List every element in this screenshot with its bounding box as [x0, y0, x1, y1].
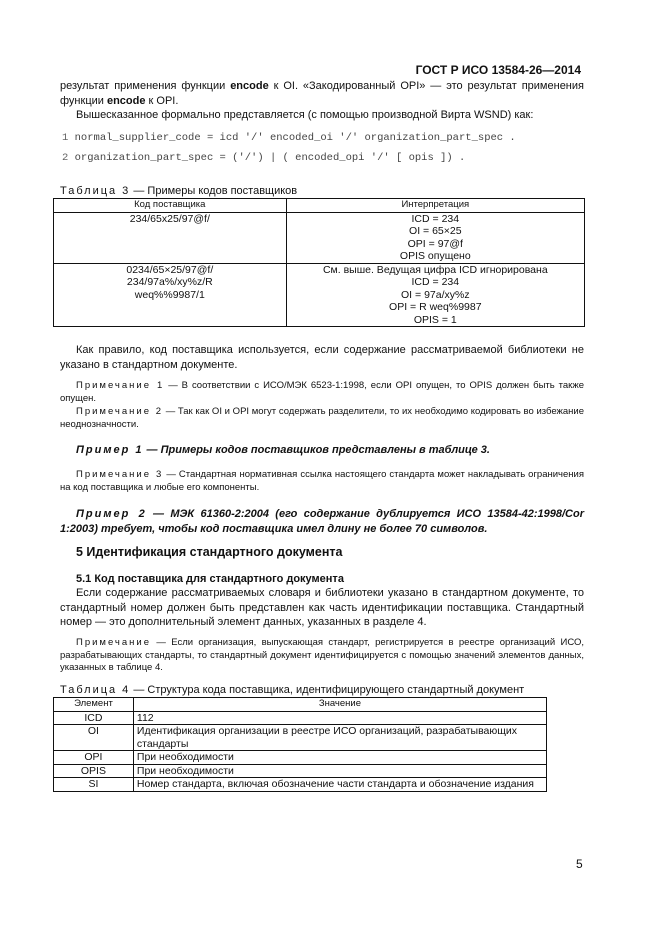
- cell-line: OI = 65×25: [409, 225, 462, 237]
- table-3: [53, 198, 585, 327]
- note-4: [60, 637, 584, 675]
- element-cell: OPI: [54, 751, 134, 765]
- code-line-1: [62, 132, 516, 144]
- note-label: Примечание 1: [76, 380, 165, 391]
- table4-caption: [60, 684, 524, 696]
- example-2: [60, 507, 584, 537]
- cell-line: OI = 97a/xy%z: [401, 288, 470, 301]
- caption-label: Таблица 3: [60, 185, 131, 197]
- section-5-1-paragraph: Если содержание рассматриваемых словаря и библиотеки указано в стандартном документе, то стандартный номер должен быть представлен как часть идентификации поставщика. Стандартный номер — это дополнительный элемент данных, указанных в разделе 4.: [60, 587, 584, 628]
- cell-line: weq%%9987/1: [134, 288, 205, 301]
- table-row: [54, 711, 547, 725]
- example-1: [76, 444, 490, 456]
- example-text: — Примеры кодов поставщиков представлены в таблице 3.: [143, 444, 490, 456]
- note-label: Примечание 3: [76, 469, 164, 480]
- intro-text: к OI. «Закодированный OPI» — это результат применения функции: [60, 80, 584, 107]
- line-number: 1: [62, 132, 69, 144]
- code-text: organization_part_spec = ('/') | ( encoded_opi '/' [ opis ]) .: [74, 152, 466, 164]
- section-5-heading: 5 Идентификация стандартного документа: [76, 545, 343, 559]
- table-row: [54, 778, 547, 792]
- interpretation-cell: [286, 212, 584, 263]
- section-5-1-heading: 5.1 Код поставщика для стандартного документа: [76, 573, 344, 585]
- note-label: Примечание 2: [76, 406, 163, 417]
- table-header-cell: Элемент: [54, 698, 134, 712]
- element-cell: OI: [54, 725, 134, 751]
- intro-text: результат применения функции: [60, 80, 231, 92]
- value-cell: 112: [133, 711, 546, 725]
- element-cell: OPIS: [54, 764, 134, 778]
- cell-line: OPI = R weq%9987: [389, 301, 482, 313]
- value-cell: Номер стандарта, включая обозначение части стандарта и обозначение издания: [133, 778, 546, 792]
- code-text: normal_supplier_code = icd '/' encoded_oi '/' organization_part_spec .: [74, 132, 516, 144]
- cell-line: ICD = 234: [411, 212, 460, 225]
- note-text: — Так как OI и OPI могут содержать разделители, то их необходимо кодировать во избежание неоднозначности.: [60, 406, 584, 430]
- table-row: [54, 725, 547, 751]
- element-cell: SI: [54, 778, 134, 792]
- table-row: [54, 764, 547, 778]
- note-text: — Стандартная нормативная ссылка настоящего стандарта может накладывать ограничения на код поставщика и любые его компоненты.: [60, 469, 584, 493]
- cell-line: См. выше. Ведущая цифра ICD игнорирована: [322, 263, 548, 276]
- cell-line: OPIS опущено: [399, 250, 471, 262]
- supplier-code-cell: [54, 263, 287, 327]
- note-1: [60, 380, 584, 405]
- value-cell: Идентификация организации в реестре ИСО организаций, разрабатывающих стандарты: [133, 725, 546, 751]
- note-label: Примечание: [76, 637, 151, 648]
- cell-line: OPIS = 1: [413, 313, 457, 326]
- wsnd-intro: Вышесказанное формально представляется (с помощью производной Вирта WSND) как:: [76, 109, 534, 121]
- caption-label: Таблица 4: [60, 684, 131, 696]
- note-text: — Если организация, выпускающая стандарт, регистрируется в реестре организаций ИСО, разрабатывающих стандарты, то стандартный документ идентифицируется с помощью значений элементов данных, указанных в таблице 4.: [60, 637, 584, 673]
- page-number: 5: [576, 857, 583, 871]
- table-row: [54, 212, 585, 263]
- table-header-row: [54, 199, 585, 213]
- cell-line: OPI = 97@f: [407, 237, 463, 250]
- cell-line: ICD = 234: [411, 276, 460, 288]
- table-header-cell: Код поставщика: [54, 199, 287, 213]
- element-cell: ICD: [54, 711, 134, 725]
- line-number: 2: [62, 152, 69, 164]
- example-label: Пример 1: [76, 444, 144, 456]
- supplier-code-cell: [54, 212, 287, 263]
- cell-line: 234/65x25/97@f/: [129, 212, 210, 225]
- code-line-2: [62, 152, 465, 164]
- interpretation-cell: [286, 263, 584, 327]
- table-4: [53, 697, 547, 792]
- table-header-cell: Интерпретация: [286, 199, 584, 213]
- cell-line: 234/97a%/xy%z/R: [126, 276, 213, 288]
- table-row: [54, 263, 585, 327]
- caption-text: — Структура кода поставщика, идентифицирующего стандартный документ: [130, 684, 525, 696]
- intro-text: к OPI.: [145, 94, 179, 107]
- table-header-row: [54, 698, 547, 712]
- encode-keyword: encode: [106, 94, 146, 107]
- note-2: [60, 406, 584, 431]
- value-cell: При необходимости: [133, 751, 546, 765]
- example-text: — МЭК 61360-2:2004 (его содержание дублируется ИСО 13584-42:1998/Cor 1:2003) требует, чтобы код поставщика имел длину не более 70 символов.: [60, 508, 584, 535]
- encode-keyword: encode: [230, 80, 269, 92]
- table-row: [54, 751, 547, 765]
- example-label: Пример 2: [76, 508, 147, 520]
- note-text: — В соответствии с ИСО/МЭК 6523-1:1998, если OPI опущен, то OPIS должен быть также опущен.: [60, 380, 584, 404]
- table-header-cell: Значение: [133, 698, 546, 712]
- value-cell: При необходимости: [133, 764, 546, 778]
- note-3: [60, 469, 584, 494]
- page-header: ГОСТ Р ИСО 13584-26—2014: [415, 63, 581, 77]
- rule-paragraph: Как правило, код поставщика используется, если содержание рассматриваемой библиотеки не указано в стандартном документе.: [60, 344, 584, 371]
- table3-caption: [60, 185, 297, 197]
- cell-line: 0234/65×25/97@f/: [126, 263, 214, 276]
- caption-text: — Примеры кодов поставщиков: [130, 185, 298, 197]
- intro-paragraph: [60, 79, 584, 108]
